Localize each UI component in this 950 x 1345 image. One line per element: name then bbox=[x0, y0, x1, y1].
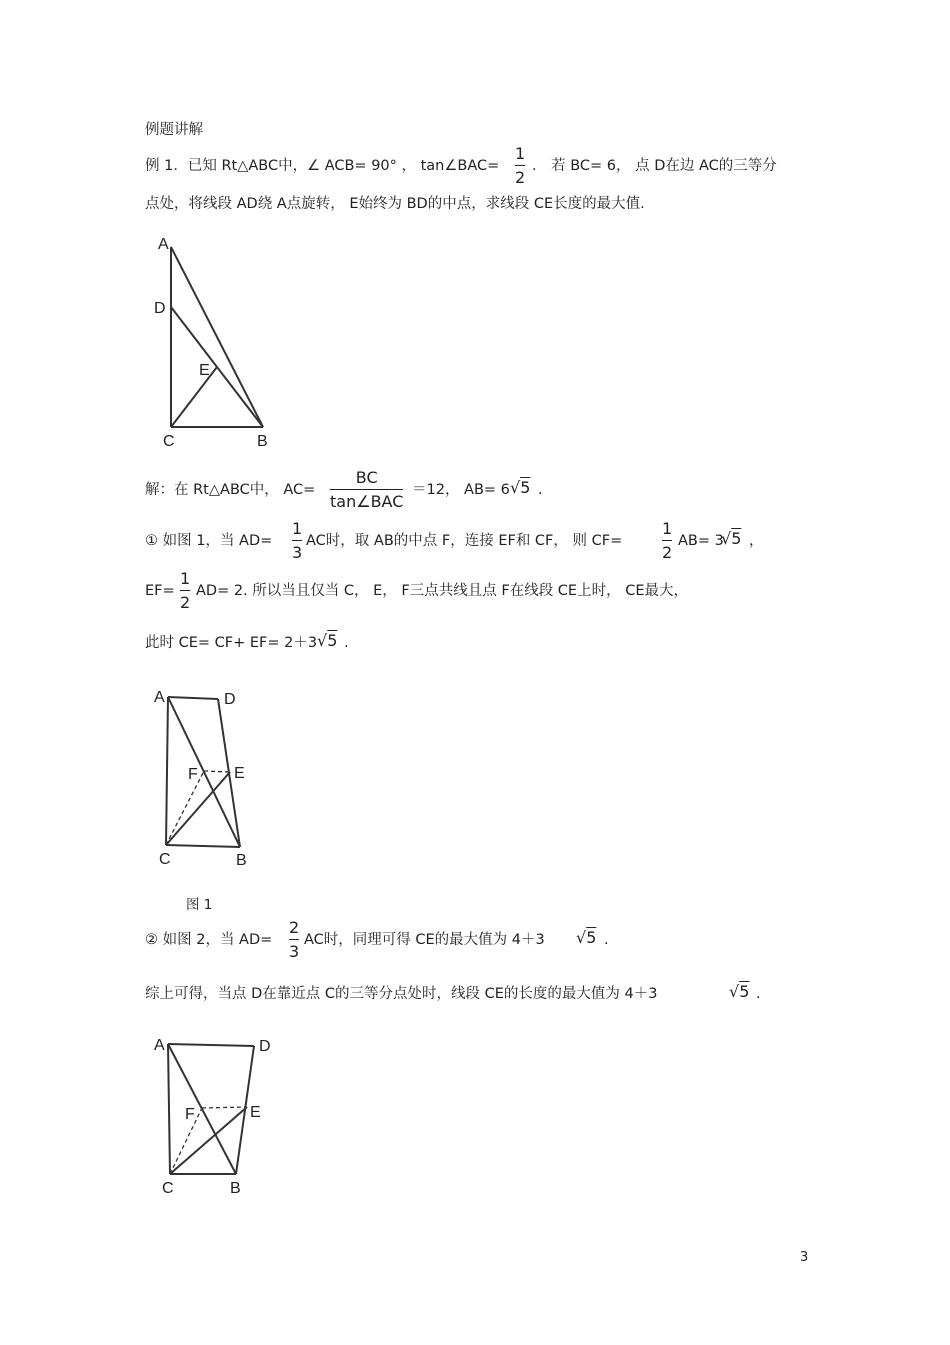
label-d: D bbox=[154, 300, 166, 317]
label-e: E bbox=[199, 362, 210, 379]
case2-line-b: AC时，同理可得 CE的最大值为 4＋3 bbox=[304, 932, 545, 948]
label-b: B bbox=[257, 433, 268, 450]
label-e: E bbox=[234, 765, 245, 782]
ef-line-a: EF= bbox=[145, 583, 175, 599]
case2-line-a: ② 如图 2，当 AD= bbox=[145, 932, 273, 948]
conclusion-line-a: 综上可得，当点 D在靠近点 C的三等分点处时，线段 CE的长度的最大值为 4＋3 bbox=[145, 986, 658, 1002]
label-c: C bbox=[163, 433, 175, 450]
segment-ab bbox=[171, 247, 263, 427]
segment-ce bbox=[170, 1107, 247, 1174]
case1-line-d: ， bbox=[749, 533, 764, 549]
section-heading: 例题讲解 bbox=[145, 122, 203, 138]
figure-1-caption: 图 1 bbox=[186, 897, 213, 913]
tan-fraction: 1 2 bbox=[515, 144, 526, 187]
solution-line-1a: 解：在 Rt△ABC中， AC= bbox=[145, 482, 316, 498]
label-c: C bbox=[162, 1180, 174, 1197]
segment-ce bbox=[166, 772, 230, 845]
problem-text-b: ． 若 BC= 6， 点 D在边 AC的三等分 bbox=[532, 158, 777, 174]
case1-fraction-ad: 1 3 bbox=[292, 519, 303, 562]
case2-fraction: 2 3 bbox=[289, 918, 300, 961]
ac-fraction: BC tan∠BAC bbox=[330, 468, 404, 511]
case1-fraction-cf: 1 2 bbox=[662, 519, 673, 562]
ef-line-b: AD= 2. 所以当且仅当 C， E， F三点共线且点 F在线段 CE上时， CE最大， bbox=[196, 583, 688, 599]
segment-fe bbox=[202, 1107, 247, 1108]
segment-ac bbox=[168, 1044, 170, 1174]
segment-ce bbox=[171, 367, 217, 427]
ef-fraction: 1 2 bbox=[180, 569, 191, 612]
sqrt-5-b: √5 bbox=[721, 529, 742, 548]
sqrt-5-a: √5 bbox=[510, 478, 531, 497]
conclusion-line-b: . bbox=[756, 986, 761, 1002]
problem-text-a: 例 1．已知 Rt△ABC中，∠ ACB= 90° ， tan∠BAC= bbox=[145, 158, 500, 174]
label-a: A bbox=[158, 236, 169, 253]
label-f: F bbox=[188, 766, 198, 783]
solution-line-1b: ＝12， AB= 6 bbox=[412, 482, 510, 498]
label-b: B bbox=[230, 1180, 241, 1197]
max-line-a: 此时 CE= CF+ EF= 2＋3 bbox=[145, 635, 318, 651]
segment-fe bbox=[204, 771, 230, 772]
figure-2 bbox=[150, 1032, 310, 1232]
case1-line-b: AC时，取 AB的中点 F，连接 EF和 CF， 则 CF= bbox=[306, 533, 623, 549]
figure-triangle bbox=[150, 235, 300, 455]
label-e: E bbox=[250, 1104, 261, 1121]
label-a: A bbox=[154, 1037, 165, 1054]
label-d: D bbox=[259, 1038, 271, 1055]
figure-1 bbox=[150, 685, 310, 885]
label-a: A bbox=[154, 689, 165, 706]
label-d: D bbox=[224, 691, 236, 708]
sqrt-5-c: √5 bbox=[317, 631, 338, 650]
solution-line-1c: . bbox=[538, 482, 543, 498]
segment-ad bbox=[168, 1044, 254, 1046]
segment-ac bbox=[166, 697, 168, 845]
problem-line-2: 点处，将线段 AD绕 A点旋转， E始终为 BD的中点，求线段 CE长度的最大值. bbox=[145, 196, 645, 212]
label-b: B bbox=[236, 852, 247, 869]
page-number: 3 bbox=[800, 1250, 809, 1265]
sqrt-5-d: √5 bbox=[576, 928, 597, 947]
problem-line-1 bbox=[145, 156, 499, 176]
segment-cb bbox=[166, 845, 240, 847]
sqrt-5-e: √5 bbox=[729, 982, 750, 1001]
segment-ad bbox=[168, 697, 218, 699]
max-line-b: . bbox=[344, 635, 349, 651]
label-c: C bbox=[159, 851, 171, 868]
case2-line-c: . bbox=[604, 932, 609, 948]
case1-line-a: ① 如图 1，当 AD= bbox=[145, 533, 273, 549]
label-f: F bbox=[185, 1106, 195, 1123]
case1-line-c: AB= 3 bbox=[678, 533, 724, 549]
